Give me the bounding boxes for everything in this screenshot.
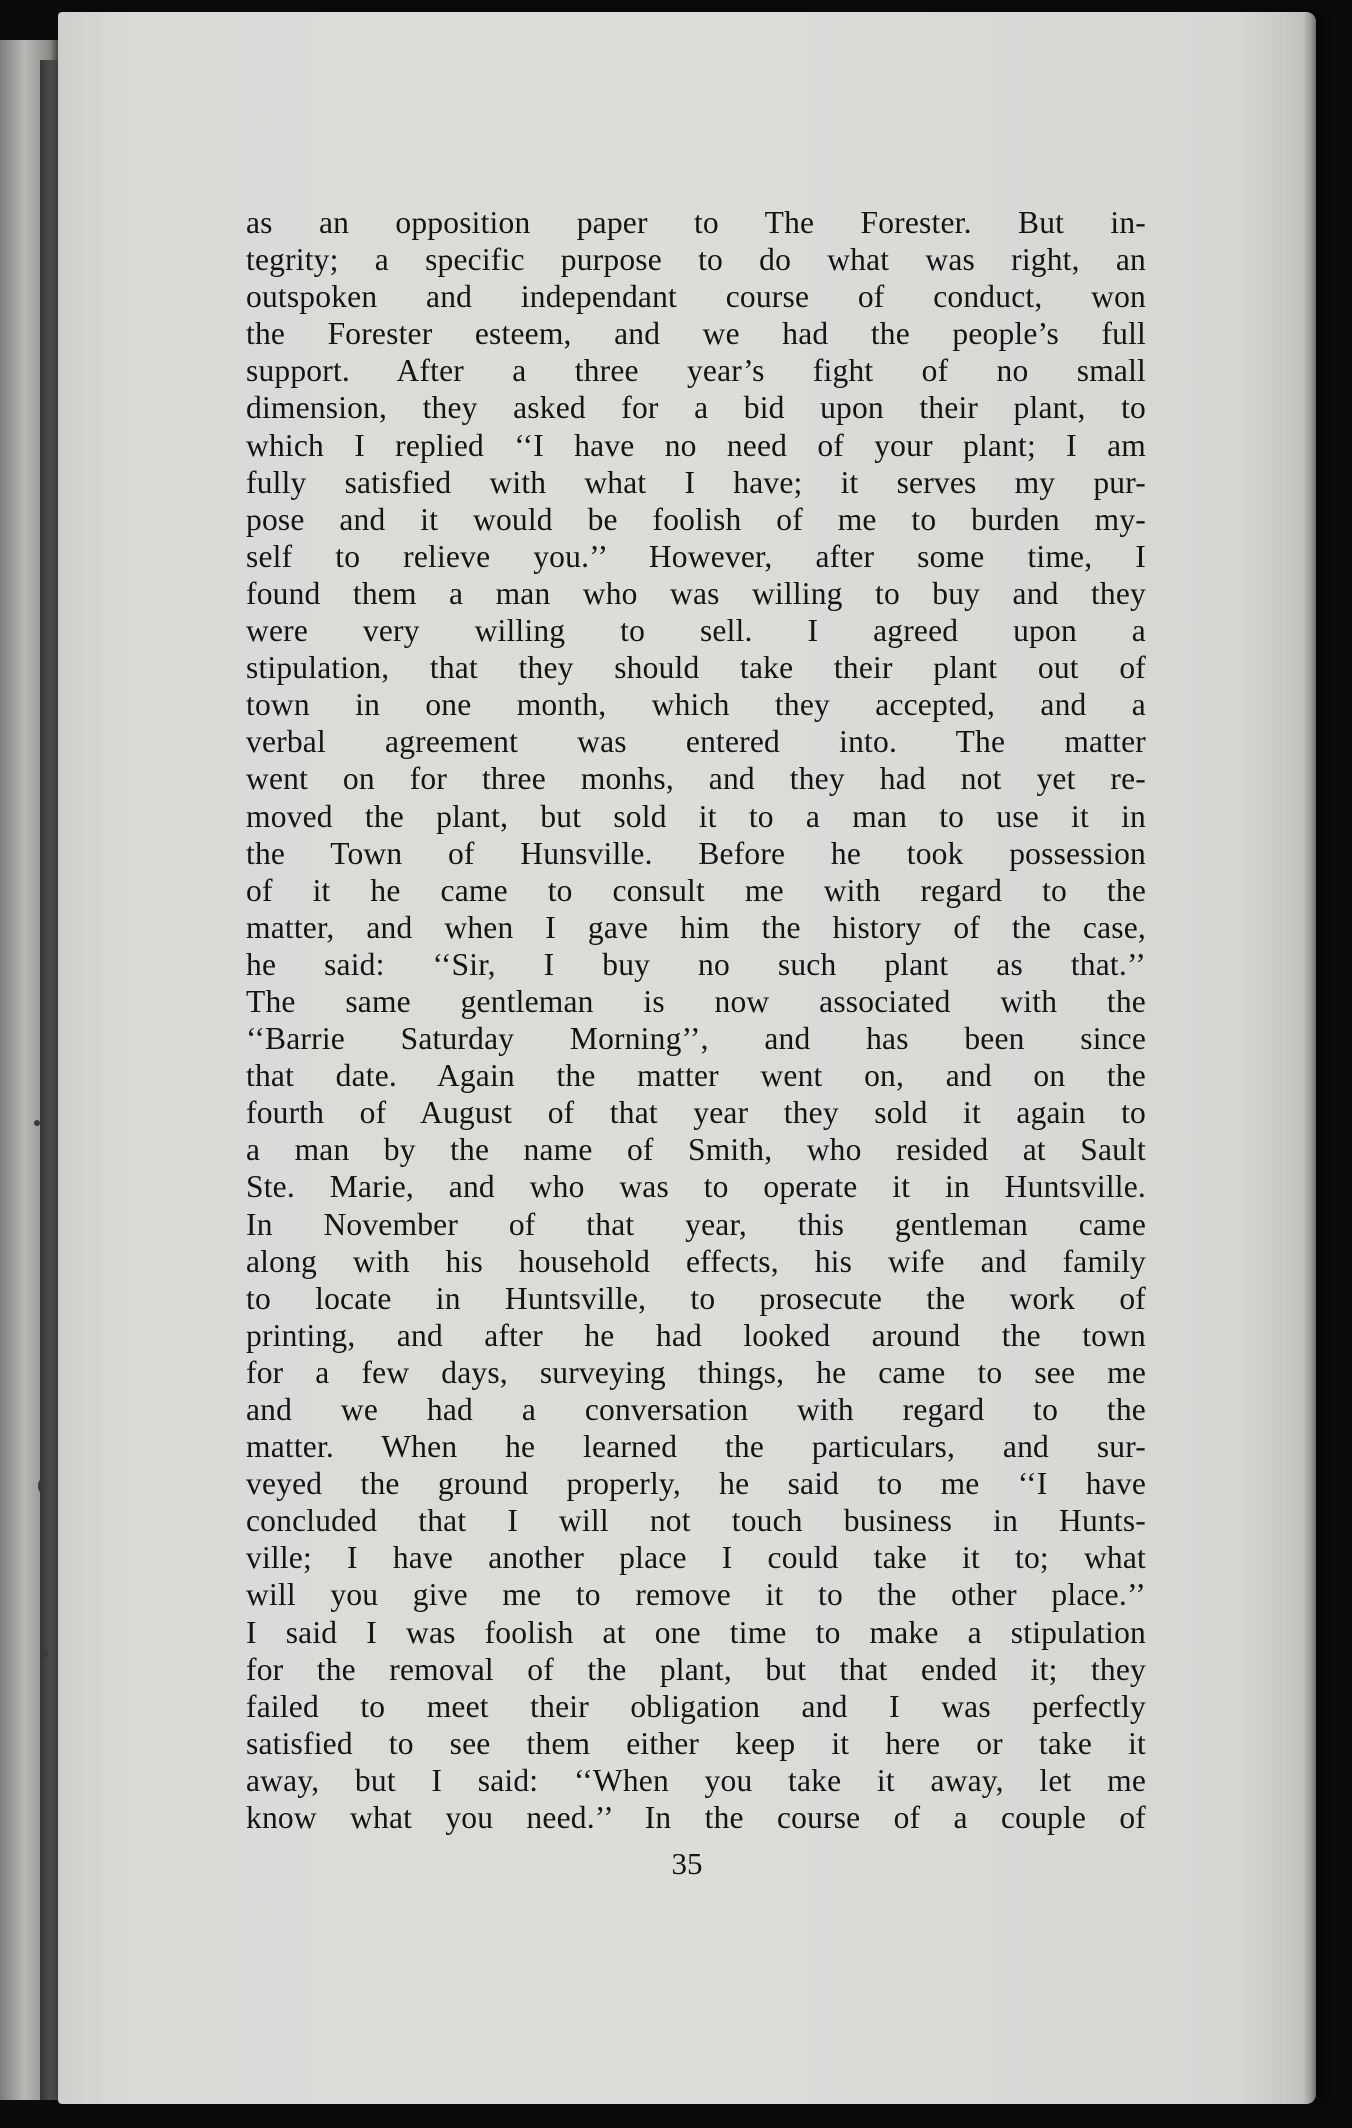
text-line: of it he came to consult me with regard to the bbox=[246, 872, 1146, 908]
text-line: printing, and after he had looked around the town bbox=[246, 1317, 1146, 1353]
text-line: fully satisfied with what I have; it serves my pur- bbox=[246, 464, 1146, 500]
text-line: will you give me to remove it to the other place.’’ bbox=[246, 1577, 1146, 1613]
text-line: to locate in Huntsville, to prosecute the work of bbox=[246, 1280, 1146, 1316]
text-line: and we had a conversation with regard to the bbox=[246, 1392, 1146, 1427]
page-number: 35 bbox=[671, 1846, 703, 1881]
text-line: In November of that year, this gentleman came bbox=[246, 1206, 1146, 1242]
text-line: he said: ‘‘Sir, I buy no such plant as that.’’ bbox=[246, 946, 1146, 982]
text-line: concluded that I will not touch business in Hunts- bbox=[246, 1503, 1146, 1539]
text-line: satisfied to see them either keep it here or take it bbox=[246, 1725, 1146, 1761]
text-line: support. After a three year’s fight of no small bbox=[246, 353, 1146, 389]
text-line: Ste. Marie, and who was to operate it in Huntsville. bbox=[246, 1169, 1146, 1205]
text-line: outspoken and independant course of conduct, won bbox=[246, 279, 1146, 315]
dust-speck bbox=[38, 1480, 43, 1492]
text-line: for the removal of the plant, but that ended it; they bbox=[246, 1651, 1146, 1687]
text-line: matter, and when I gave him the history of the case, bbox=[246, 909, 1146, 945]
text-line: verbal agreement was entered into. The matter bbox=[246, 724, 1146, 760]
text-line: along with his household effects, his wife and family bbox=[246, 1243, 1146, 1279]
text-line: dimension, they asked for a bid upon their plant, to bbox=[246, 390, 1146, 426]
text-line: that date. Again the matter went on, and on the bbox=[246, 1058, 1146, 1094]
text-line: went on for three monhs, and they had not yet re- bbox=[246, 761, 1146, 797]
text-line: stipulation, that they should take their plant out of bbox=[246, 650, 1146, 686]
book-page bbox=[58, 12, 1316, 2104]
text-line: pose and it would be foolish of me to burden my- bbox=[246, 501, 1146, 537]
text-line: found them a man who was willing to buy and they bbox=[246, 575, 1146, 611]
text-line: the Forester esteem, and we had the people’s full bbox=[246, 316, 1146, 352]
text-line: as an opposition paper to The Forester. But in- bbox=[246, 205, 1146, 240]
text-line: failed to meet their obligation and I was perfectly bbox=[246, 1688, 1146, 1724]
text-line: the Town of Hunsville. Before he took possession bbox=[246, 835, 1146, 871]
text-line: matter. When he learned the particulars, and sur- bbox=[246, 1429, 1146, 1465]
text-line: The same gentleman is now associated with the bbox=[246, 983, 1146, 1019]
text-line: a man by the name of Smith, who resided at Sault bbox=[246, 1132, 1146, 1168]
text-line: were very willing to sell. I agreed upon a bbox=[246, 613, 1146, 649]
text-line: which I replied ‘‘I have no need of your plant; I am bbox=[246, 427, 1146, 463]
text-line: I said I was foolish at one time to make a stipulation bbox=[246, 1614, 1146, 1650]
text-line: moved the plant, but sold it to a man to use it in bbox=[246, 798, 1146, 834]
text-line: for a few days, surveying things, he came to see me bbox=[246, 1354, 1146, 1390]
text-line: ville; I have another place I could take it to; what bbox=[246, 1540, 1146, 1576]
page-edge bbox=[1302, 12, 1316, 2104]
text-line: self to relieve you.’’ However, after some time, I bbox=[246, 538, 1146, 574]
dust-speck bbox=[42, 1650, 48, 1658]
text-line: away, but I said: ‘‘When you take it away, let me bbox=[246, 1762, 1146, 1798]
dust-speck bbox=[34, 1120, 40, 1126]
text-line: know what you need.’’ In the course of a couple of bbox=[246, 1800, 1146, 1836]
text-line: veyed the ground properly, he said to me ‘‘I have bbox=[246, 1466, 1146, 1502]
body-text bbox=[246, 204, 1146, 1836]
text-line: fourth of August of that year they sold it again to bbox=[246, 1095, 1146, 1131]
text-line: tegrity; a specific purpose to do what was right, an bbox=[246, 242, 1146, 278]
text-line: town in one month, which they accepted, and a bbox=[246, 687, 1146, 723]
text-line: ‘‘Barrie Saturday Morning’’, and has been since bbox=[246, 1021, 1146, 1057]
